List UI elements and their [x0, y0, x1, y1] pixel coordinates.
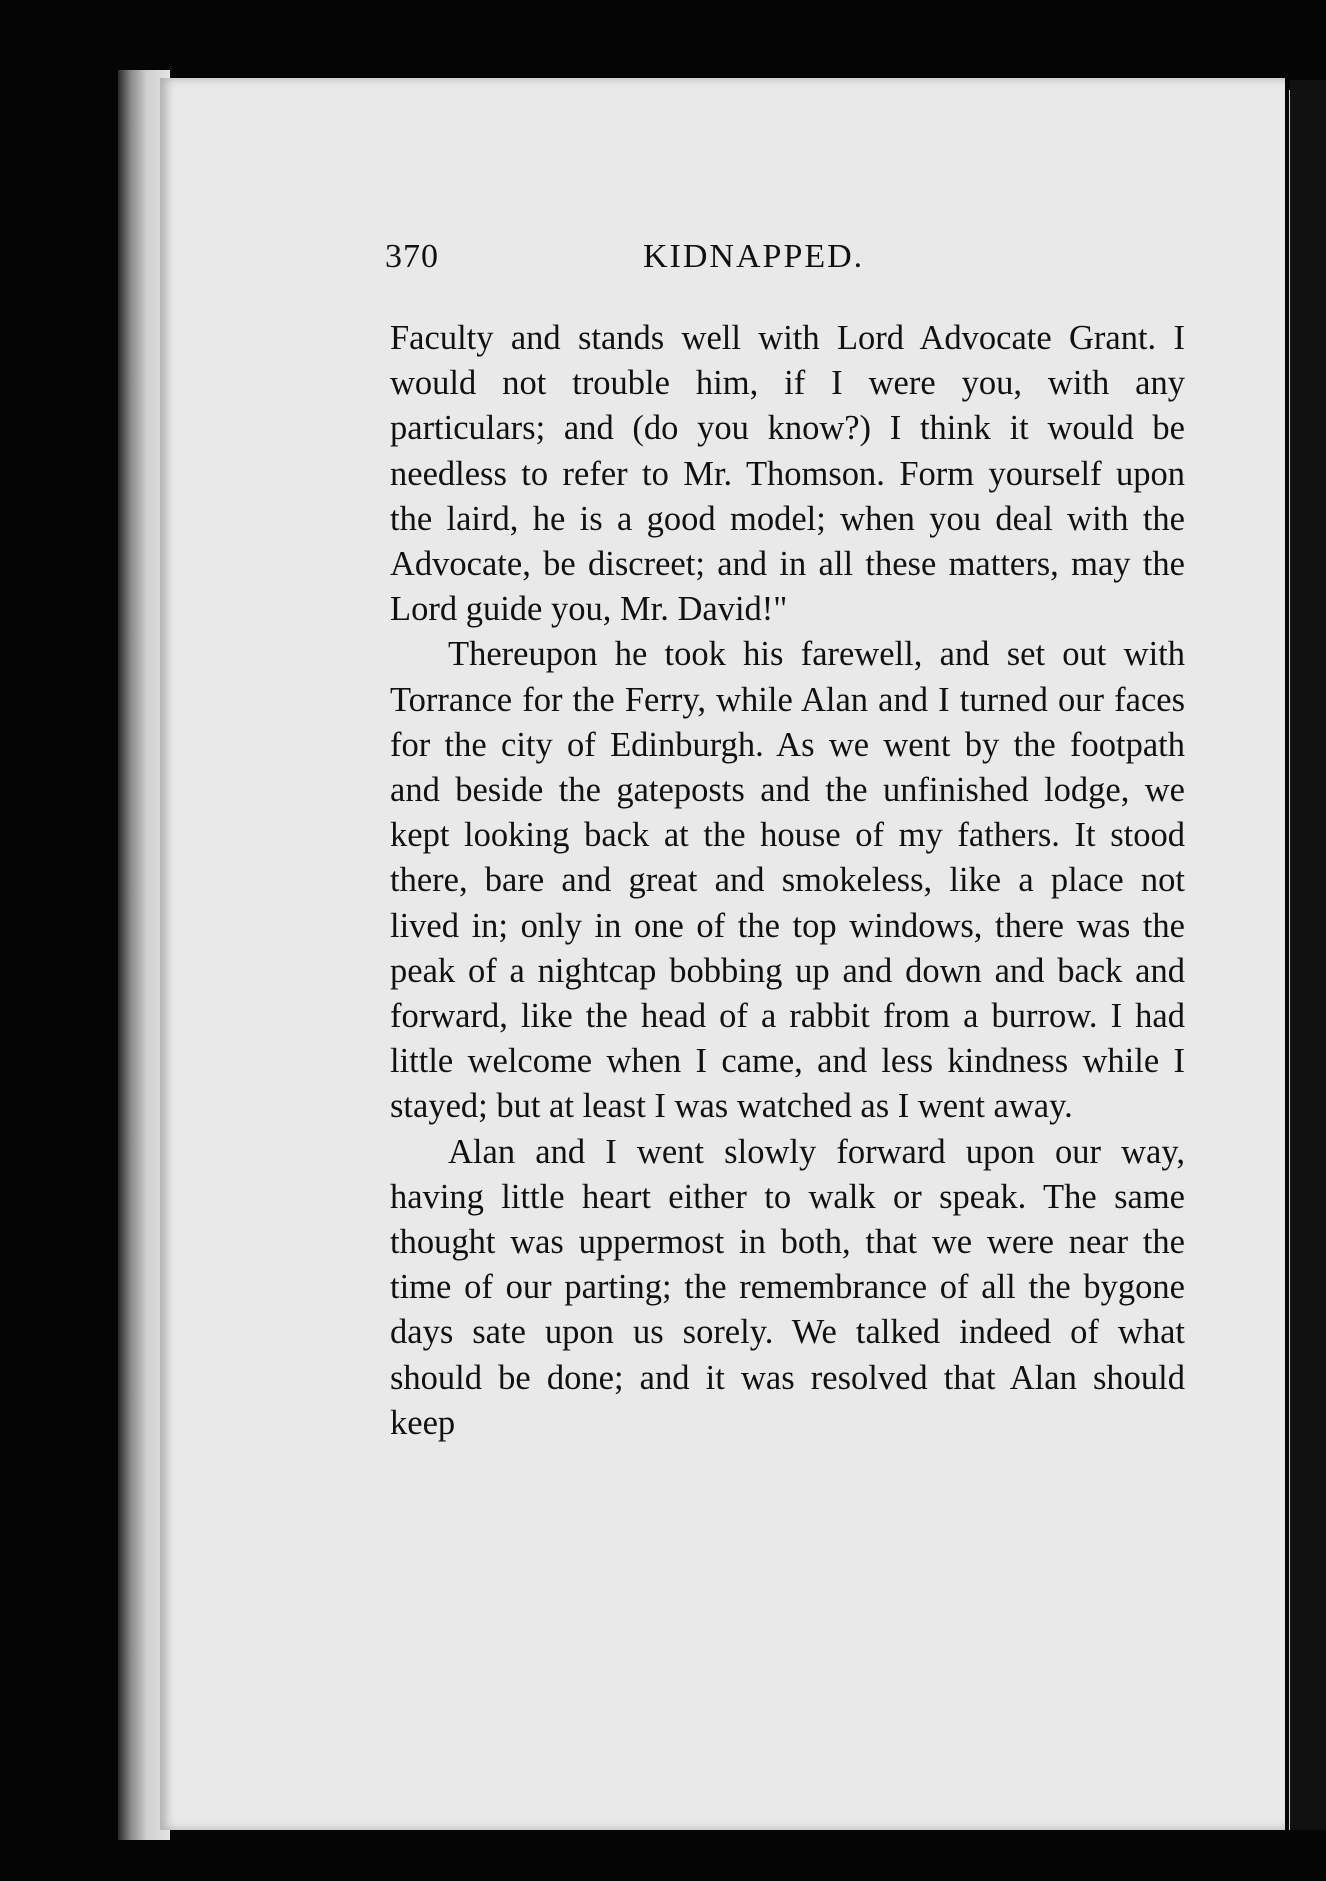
body-text [390, 316, 1185, 1446]
running-title: KIDNAPPED. [643, 238, 865, 275]
page-header [385, 238, 1195, 288]
paragraph-3: Alan and I went slowly forward upon our way, having little heart either to walk or speak. The same thought was uppermost in both, that we were near the time of our parting; the remembrance of all the bygone days sate upon us sorely. We talked indeed of what should be done; and it was resolved that Alan should keep [390, 1132, 1185, 1442]
paragraph-1: Faculty and stands well with Lord Advocate Grant. I would not trouble him, if I were you, with any particulars; and (do you know?) I think it would be needless to refer to Mr. Thomson. Form yourself upon the laird, he is a good model; when you deal with the Advocate, be discreet; and in all these matters, may the Lord guide you, Mr. David!" [390, 319, 1185, 629]
paragraph-2: Thereupon he took his farewell, and set out with Torrance for the Ferry, while Alan and I turned our faces for the city of Edinburgh. As we went by the footpath and beside the gateposts and the unfinished lodge, we kept looking back at the house of my fathers. It stood there, bare and great and smokeless, like a place not lived in; only in one of the top windows, there was the peak of a nightcap bobbing up and down and back and forward, like the head of a rabbit from a burrow. I had little welcome when I came, and less kindness while I stayed; but at least I was watched as I went away. [390, 635, 1185, 1126]
page-number: 370 [385, 238, 439, 275]
background-strip [1290, 80, 1326, 1830]
